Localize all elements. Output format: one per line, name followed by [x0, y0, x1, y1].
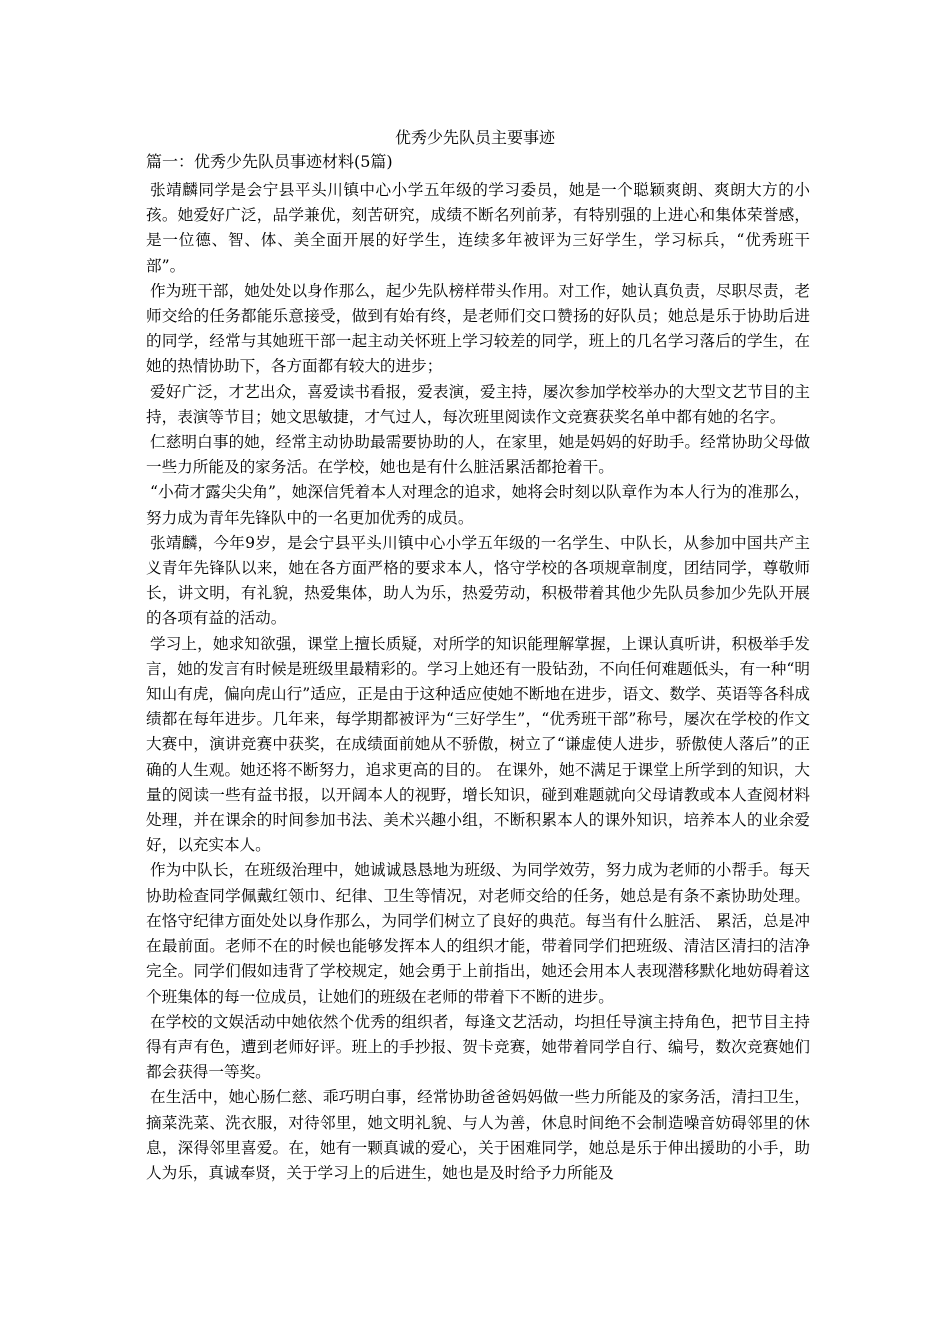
paragraph: 在生活中，她心肠仁慈、乖巧明白事，经常协助爸爸妈妈做一些力所能及的家务活，清扫卫生，摘菜洗菜、洗衣服，对待邻里，她文明礼貌、与人为善，休息时间绝不会制造噪音妨碍邻里的休息，深得邻里喜爱。在，她有一颗真诚的爱心，关于困难同学，她总是乐于伸出援助的小手，助人为乐，真诚奉贤，关于学习上的后进生，她也是及时给予力所能及 — [146, 1088, 810, 1182]
paragraph: 张靖麟同学是会宁县平头川镇中心小学五年级的学习委员，她是一个聪颖爽朗、爽朗大方的小孩。她爱好广泛，品学兼优，刻苦研究，成绩不断名列前茅，有特别强的上进心和集体荣誉感，是一位德、智、体、美全面开展的好学生，连续多年被评为三好学生，学习标兵，“优秀班干部”。 — [146, 181, 810, 275]
paragraph: 学习上，她求知欲强，课堂上擅长质疑，对所学的知识能理解掌握，上课认真听讲，积极举手发言，她的发言有时候是班级里最精彩的。学习上她还有一股钻劲，不向任何难题低头，有一种“明知山有虎，偏向虎山行”适应，正是由于这种适应使她不断地在进步，语文、数学、英语等各科成绩都在每年进步。几年来，每学期都被评为“三好学生”，“优秀班干部”称号，屡次在学校的作文大赛中，演讲竞赛中获奖，在成绩面前她从不骄傲，树立了“谦虚使人进步，骄傲使人落后”的正确的人生观。她还将不断努力，追求更高的目的。 在课外，她不满足于课堂上所学到的知识，大量的阅读一些有益书报，以开阔本人的视野，增长知识，碰到难题就向父母请教或本人查阅材料处理，并在课余的时间参加书法、美术兴趣小组，不断积累本人的课外知识，培养本人的业余爱好，以充实本人。 — [146, 634, 810, 855]
paragraph: “小荷才露尖尖角”，她深信凭着本人对理念的追求，她将会时刻以队章作为本人行为的准那么，努力成为青年先锋队中的一名更加优秀的成员。 — [146, 483, 810, 527]
document-subtitle: 篇一：优秀少先队员事迹材料(5篇) — [146, 152, 393, 171]
paragraph: 爱好广泛，才艺出众，喜爱读书看报，爱表演，爱主持，屡次参加学校举办的大型文艺节目的主持，表演等节目；她文思敏捷，才气过人，每次班里阅读作文竞赛获奖名单中都有她的名字。 — [146, 382, 810, 426]
document-body — [146, 178, 810, 1186]
paragraph: 张靖麟，今年9岁，是会宁县平头川镇中心小学五年级的一名学生、中队长，从参加中国共产主义青年先锋队以来，她在各方面严格的要求本人，恪守学校的各项规章制度，团结同学，尊敬师长，讲文明，有礼貌，热爱集体，助人为乐，热爱劳动，积极带着其他少先队员参加少先队开展的各项有益的活动。 — [146, 533, 810, 628]
document-title: 优秀少先队员主要事迹 — [394, 128, 555, 147]
paragraph: 作为班干部，她处处以身作那么，起少先队榜样带头作用。对工作，她认真负责，尽职尽责，老师交给的任务都能乐意接受，做到有始有终，是老师们交口赞扬的好队员；她总是乐于协助后进的同学，经常与其她班干部一起主动关怀班上学习较差的同学，班上的几名学习落后的学生，在她的热情协助下，各方面都有较大的进步； — [146, 281, 810, 376]
paragraph: 在学校的文娱活动中她依然个优秀的组织者，每逢文艺活动，均担任导演主持角色，把节目主持得有声有色，遭到老师好评。班上的手抄报、贺卡竞赛，她带着同学自行、编号，数次竞赛她们都会获得一等奖。 — [146, 1012, 810, 1082]
paragraph: 仁慈明白事的她，经常主动协助最需要协助的人，在家里，她是妈妈的好助手。经常协助父母做一些力所能及的家务活。在学校，她也是有什么脏活累活都抢着干。 — [146, 433, 810, 477]
paragraph: 作为中队长，在班级治理中，她诚诚恳恳地为班级、为同学效劳，努力成为老师的小帮手。每天协助检查同学佩戴红领巾、纪律、卫生等情况，对老师交给的任务，她总是有条不紊协助处理。在恪守纪律方面处处以身作那么，为同学们树立了良好的典范。每当有什么脏活、 累活，总是冲在最前面。老师不在的时候也能够发挥本人的组织才能，带着同学们把班级、清洁区清扫的洁净完全。同学们假如违背了学校规定，她会勇于上前指出，她还会用本人表现潜移默化地妨碍着这个班集体的每一位成员，让她们的班级在老师的带着下不断的进步。 — [146, 861, 810, 1006]
